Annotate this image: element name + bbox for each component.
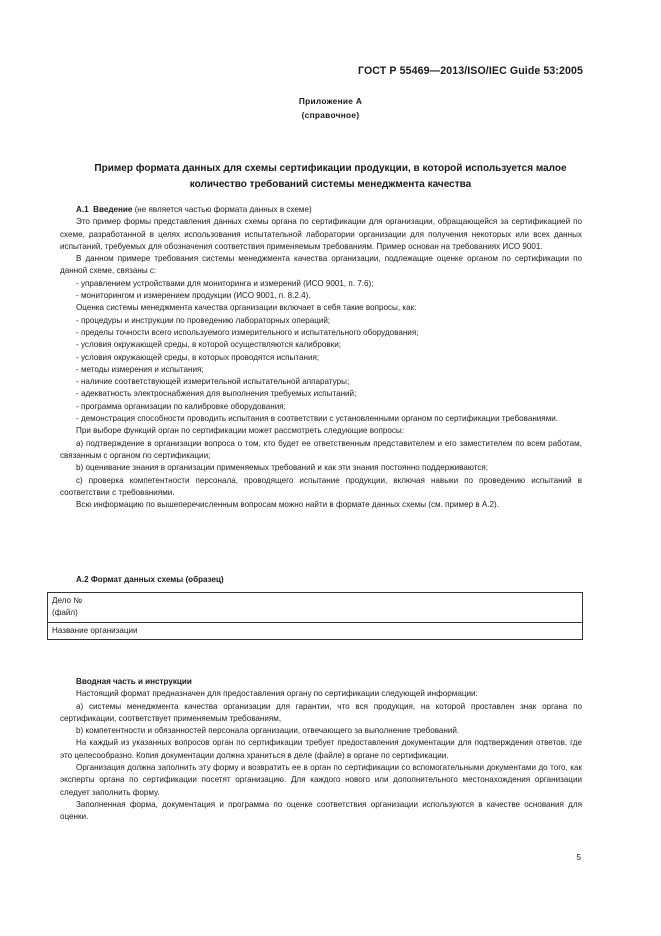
list-item: - пределы точности всего используемого измерительного и испытательного оборудования; [76, 327, 419, 337]
paragraph: Это пример формы представления данных схемы органа по сертификации для организации, обращающейся за сертификацией по схеме, разработанной в целях использования испытательной лаборатории организации для получения некоторых или всех данных испытаний, требуемых для обозначения соответствия применяемым требованиям. Пример основан на требованиях ИСО 9001. [60, 217, 582, 251]
paragraph: Оценка системы менеджмента качества организации включает в себя такие вопросы, как: [76, 303, 417, 313]
form-cell-label: Название организации [52, 625, 138, 635]
list-item: a) системы менеджмента качества организации для гарантии, что вся продукция, на которой проставлен знак органа по сертификации, соответствует применяемым требованиям, [60, 701, 582, 723]
paragraph: Настоящий формат предназначен для предоставления органу по сертификации следующей информации: [76, 689, 478, 699]
section-a1-heading [60, 204, 582, 216]
section-intro [60, 676, 582, 824]
page-number: 5 [576, 852, 581, 862]
list-item: - программа организации по калибровке оборудования; [76, 401, 286, 411]
list-item: - управлением устройствами для мониторинга и измерений (ИСО 9001, п. 7.6); [76, 278, 374, 288]
form-row-file [48, 593, 582, 623]
list-item: - методы измерения и испытания; [76, 364, 204, 374]
section-heading-note: (не является частью формата данных в схеме) [132, 205, 312, 214]
list-item: - условия окружающей среды, в которых проводятся испытания; [76, 352, 320, 362]
paragraph: На каждый из указанных вопросов орган по сертификации требует предоставления документации для подтверждения ответов, где это целесообразно. Копия документации должна храниться в деле (файле) в органе по сертификации. [60, 738, 582, 760]
paragraph: Заполненная форма, документация и программа по оценке соответствия организации используются в качестве основания для оценки. [60, 799, 582, 822]
form-cell-label: Дело № [52, 596, 82, 605]
section-heading: Введение [93, 205, 133, 214]
list-item: b) оценивание знания в организации применяемых требований и как эти знания постоянно поддерживаются; [76, 463, 489, 473]
list-item: - наличие соответствующей измерительной испытательной аппаратуры; [76, 377, 350, 387]
form-cell-label: (файл) [52, 608, 78, 618]
section-a1 [60, 204, 582, 511]
list-item: - адекватность электроснабжения для выполнения требуемых испытаний; [76, 389, 357, 399]
list-item: b) компетентности и обязанностей персонала организации, отвечающего за выполнение требований. [76, 726, 460, 736]
section-heading: Вводная часть и инструкции [76, 677, 192, 686]
section-a2-heading [60, 574, 582, 586]
paragraph: Организация должна заполнить эту форму и возвратить ее в орган по сертификации со вспомогательными документами до того, как эксперты органа по сертификации посетят организацию. Для каждого нового или дополнительного местонахождения организации следует заполнить форму. [60, 763, 582, 797]
form-row-organization [48, 623, 582, 639]
paragraph: При выборе функций орган по сертификации может рассмотреть следующие вопросы: [76, 426, 404, 436]
section-number: А.1 [76, 205, 89, 214]
list-item: - мониторингом и измерением продукции (ИСО 9001, п. 8.2.4). [76, 291, 311, 301]
list-item: - процедуры и инструкции по проведению лабораторных операций; [76, 315, 331, 325]
list-item: c) проверка компетентности персонала, проводящего испытание продукции, включая навыки по проведению испытаний в соответствии с требованиями. [60, 475, 582, 497]
list-item: - демонстрация способности проводить испытания в соответствии с установленными органом по сертификации требованиями. [76, 414, 559, 424]
document-title-line: Пример формата данных для схемы сертификации продукции, в которой используется малое [94, 163, 567, 174]
form-sample-table [47, 592, 583, 640]
document-title [60, 161, 601, 192]
paragraph: Всю информацию по вышеперечисленным вопросам можно найти в формате данных схемы (см. пример в А.2). [76, 500, 499, 510]
document-title-line: количество требований системы менеджмента качества [189, 178, 472, 190]
section-heading: А.2 Формат данных схемы (образец) [76, 575, 224, 584]
standard-code: ГОСТ Р 55469—2013/ISO/IEC Guide 53:2005 [357, 65, 583, 77]
paragraph: В данном примере требования системы менеджмента качества организации, подлежащие оценке органом по сертификации по данной схеме, связаны с: [60, 254, 582, 276]
list-item: - условия окружающей среды, в которой осуществляются калибровки; [76, 340, 341, 350]
appendix-title: Приложение А [298, 96, 363, 106]
appendix-note: (справочное) [301, 110, 360, 120]
list-item: a) подтверждение в организации вопроса о том, кто будет ее ответственным представителем и его заместителем по всем работам, связанным с органом по сертификации; [60, 438, 582, 460]
